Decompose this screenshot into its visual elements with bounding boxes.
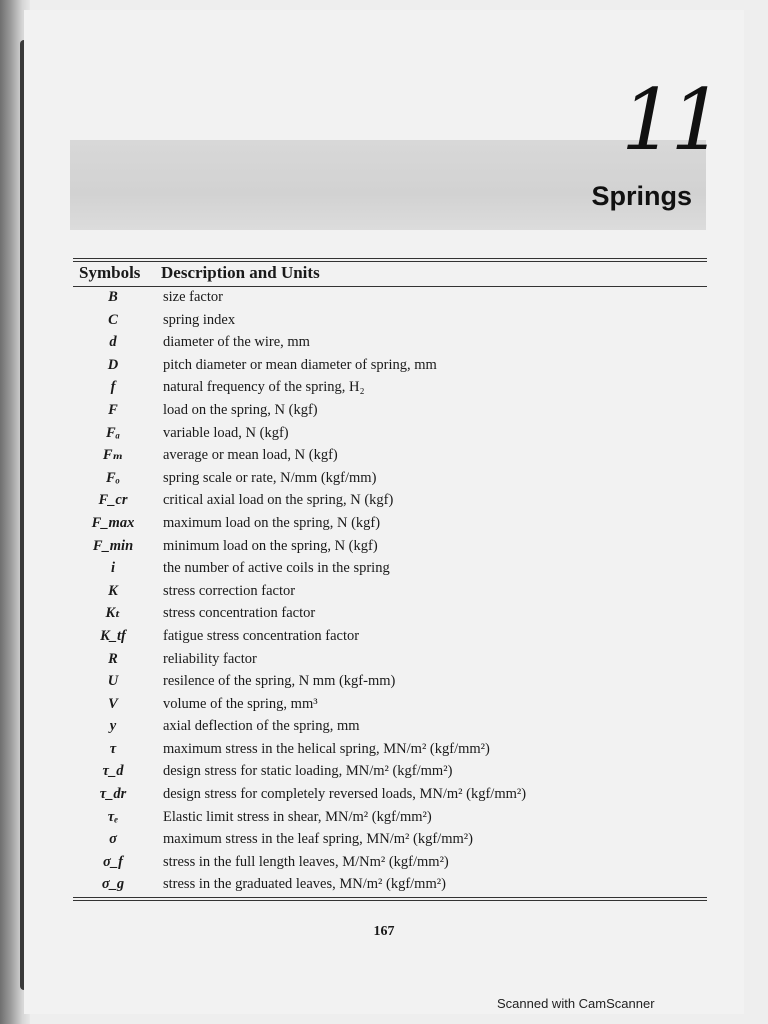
description-cell: load on the spring, N (kgf) <box>163 401 318 418</box>
table-row <box>73 715 713 738</box>
symbol-cell: τ_dr <box>99 786 127 803</box>
symbol-cell: F_max <box>91 514 135 531</box>
table-row <box>73 648 713 671</box>
table-row <box>73 670 713 693</box>
chapter-number: 11 <box>621 71 720 169</box>
table-row <box>73 738 713 761</box>
description-cell: size factor <box>163 289 223 305</box>
table-row <box>73 625 713 648</box>
table-row <box>73 851 713 874</box>
table-row <box>73 399 713 422</box>
symbol-cell: F <box>108 401 118 418</box>
description-cell: design stress for completely reversed loads, MN/m² (kgf/mm²) <box>163 786 527 803</box>
description-cell: critical axial load on the spring, N (kgf) <box>163 492 394 509</box>
table-row <box>73 806 713 829</box>
page-number: 167 <box>373 924 395 939</box>
table-row <box>73 376 713 399</box>
symbol-cell: F_min <box>92 537 134 554</box>
table-row <box>73 557 713 580</box>
table-row <box>73 467 713 490</box>
table-row <box>73 309 713 332</box>
symbol-cell: σ_g <box>101 876 125 893</box>
symbol-cell: K <box>108 582 118 599</box>
table-row <box>73 489 713 512</box>
table-row <box>73 580 713 603</box>
description-cell: resilence of the spring, N mm (kgf-mm) <box>163 673 396 690</box>
table-top-rule-2 <box>73 261 707 262</box>
description-cell: design stress for static loading, MN/m² (kgf/mm²) <box>163 763 453 780</box>
description-cell: variable load, N (kgf) <box>163 424 289 441</box>
description-cell: spring scale or rate, N/mm (kgf/mm) <box>163 469 377 486</box>
table-row <box>73 354 713 377</box>
symbol-cell: B <box>108 289 118 305</box>
symbol-cell: f <box>110 379 116 396</box>
table-bottom-rule <box>73 897 707 898</box>
table-row <box>73 535 713 558</box>
description-cell: stress correction factor <box>163 582 296 599</box>
table-row <box>73 783 713 806</box>
description-cell: maximum stress in the helical spring, MN/m² (kgf/mm²) <box>163 740 490 757</box>
symbol-cell: D <box>107 356 119 373</box>
symbol-cell: τₑ <box>107 808 119 825</box>
table-header <box>73 263 707 285</box>
description-cell: axial deflection of the spring, mm <box>163 718 360 735</box>
table-row <box>73 422 713 445</box>
symbol-cell: K_tf <box>100 627 126 644</box>
table-row <box>73 828 713 851</box>
description-cell: average or mean load, N (kgf) <box>163 447 338 464</box>
symbol-cell: R <box>108 650 118 667</box>
description-cell: pitch diameter or mean diameter of spring, mm <box>163 356 437 373</box>
symbol-cell: τ <box>109 740 117 757</box>
symbols-table <box>73 286 713 896</box>
symbol-cell: τ_d <box>102 763 124 780</box>
symbol-cell: Fₘ <box>102 447 124 464</box>
description-cell: stress in the graduated leaves, MN/m² (kgf/mm²) <box>163 876 446 893</box>
symbol-cell: y <box>109 718 117 735</box>
table-row <box>73 602 713 625</box>
description-cell: the number of active coils in the spring <box>163 560 390 577</box>
table-top-rule <box>73 258 707 259</box>
chapter-title: Springs <box>591 181 692 211</box>
table-row <box>73 760 713 783</box>
header-symbols: Symbols <box>79 263 141 282</box>
symbol-cell: U <box>107 673 119 690</box>
symbol-cell: C <box>108 311 118 328</box>
description-cell: fatigue stress concentration factor <box>163 627 360 644</box>
symbol-cell: Fₐ <box>105 424 120 441</box>
description-cell: stress concentration factor <box>163 605 316 622</box>
description-cell: Elastic limit stress in shear, MN/m² (kgf/mm²) <box>163 808 432 825</box>
symbol-cell: F_cr <box>98 492 128 509</box>
table-row <box>73 331 713 354</box>
table-row <box>73 286 713 309</box>
table-row <box>73 693 713 716</box>
symbol-cell: Fₒ <box>106 469 120 486</box>
description-cell: spring index <box>163 311 236 328</box>
symbol-cell: V <box>108 695 118 712</box>
description-cell: volume of the spring, mm³ <box>163 695 318 712</box>
table-row <box>73 873 713 896</box>
description-cell: natural frequency of the spring, H₂ <box>163 379 365 396</box>
description-cell: maximum load on the spring, N (kgf) <box>163 514 381 531</box>
header-description: Description and Units <box>161 263 320 282</box>
symbol-cell: i <box>110 560 116 577</box>
description-cell: diameter of the wire, mm <box>163 334 310 351</box>
table-bottom-rule-2 <box>73 900 707 901</box>
description-cell: stress in the full length leaves, M/Nm² (kgf/mm²) <box>163 853 449 870</box>
symbol-cell: d <box>109 334 117 351</box>
description-cell: minimum load on the spring, N (kgf) <box>163 537 378 554</box>
symbol-cell: Kₜ <box>105 605 121 622</box>
table-row <box>73 512 713 535</box>
description-cell: reliability factor <box>163 650 257 667</box>
symbol-cell: σ <box>109 831 117 848</box>
symbol-cell: σ_f <box>103 853 123 870</box>
description-cell: maximum stress in the leaf spring, MN/m² (kgf/mm²) <box>163 831 473 848</box>
table-row <box>73 444 713 467</box>
scanner-watermark: Scanned with CamScanner <box>497 996 655 1011</box>
